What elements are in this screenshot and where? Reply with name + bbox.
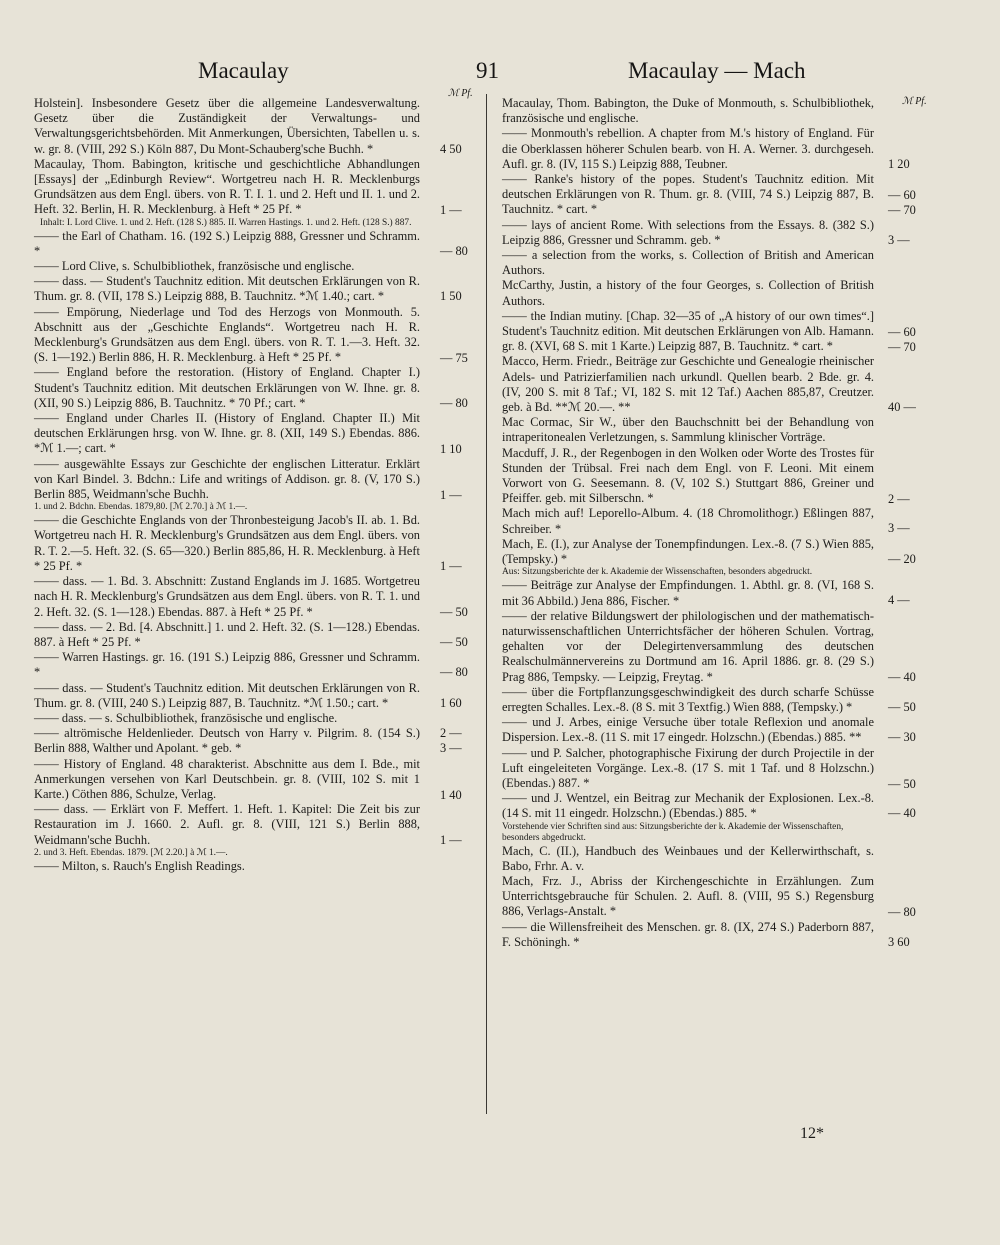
catalog-entry: Mach, Frz. J., Abriss der Kirchengeschichte in Erzählungen. Zum Unterrichtsgebrauche für Schulen. 2. Aufl. 8. (VIII, 95 S.) Regensburg 886, Verlags-Anstalt. * <box>502 873 874 919</box>
catalog-entry: —— dass. — 2. Bd. [4. Abschnitt.] 1. und 2. Heft. 32. (S. 1—128.) Ebendas. 887. à Heft * 25 Pf. * <box>34 619 420 649</box>
entry-price: — 40 <box>888 669 916 684</box>
catalog-entry: McCarthy, Justin, a history of the four Georges, s. Collection of British Authors. <box>502 278 874 308</box>
catalog-entry: —— Beiträge zur Analyse der Empfindungen. 1. Abthl. gr. 8. (VI, 168 S. mit 36 Abbild.) Jena 886, Fischer. * <box>502 578 874 608</box>
catalog-entry: —— Ranke's history of the popes. Student's Tauchnitz edition. Mit deutschen Erklärungen von R. Thum. gr. 8. (VIII, 74 S.) Leipzig 887, B. Tauchnitz. * cart. * <box>502 172 874 217</box>
entry-price: — 50 <box>888 776 916 791</box>
right-running-head: Macaulay — Mach <box>628 58 806 83</box>
entry-price: — 20 <box>888 551 916 566</box>
entry-price: — 80 <box>440 395 468 410</box>
entry-price: — 40 <box>888 805 916 820</box>
catalog-entry: Mach mich auf! Leporello-Album. 4. (18 Chromolithogr.) Eßlingen 887, Schreiber. * <box>502 506 874 536</box>
entry-price: 1 10 <box>440 441 462 456</box>
catalog-entry: Mac Cormac, Sir W., über den Bauchschnitt bei der Behandlung von intraperitonealen Verletzungen, s. Sammlung klinischer Vorträge. <box>502 415 874 445</box>
entry-price: 3 — <box>888 520 910 535</box>
entry-price: 4 — <box>888 592 910 607</box>
entry-price: 1 20 <box>888 156 910 171</box>
catalog-entry: —— dass. — Student's Tauchnitz edition. Mit deutschen Erklärungen von R. Thum. gr. 8. (VIII, 240 S.) Leipzig 887, B. Tauchnitz. *ℳ 1.50.; cart. * <box>34 680 420 710</box>
entry-price: — 60 — 70 <box>888 187 916 217</box>
catalog-entry: —— altrömische Heldenlieder. Deutsch von Harry v. Pilgrim. 8. (154 S.) Berlin 888, Walther und Apolant. * geb. * <box>34 726 420 756</box>
entry-price: — 50 <box>440 634 468 649</box>
catalog-entry: Macaulay, Thom. Babington, kritische und geschichtliche Abhandlungen [Essays] der „Edinburgh Review“. Wortgetreu nach H. R. Mecklenburgs Grundsätzen aus dem Engl. übers. von R. T. I. 1. und 2. Heft und II. 1. und 2. Heft. 32. Berlin, H. R. Mecklenburg. à Heft * 25 Pf. * <box>34 156 420 217</box>
left-price-column-header: ℳ Pf. <box>448 88 473 99</box>
entry-price: — 80 <box>440 664 468 679</box>
left-running-head: Macaulay <box>198 58 289 83</box>
catalog-entry: Mach, E. (I.), zur Analyse der Tonempfindungen. Lex.-8. (7 S.) Wien 885, (Tempsky.) * <box>502 536 874 567</box>
catalog-entry: —— England before the restoration. (History of England. Chapter I.) Student's Tauchnitz edition. Mit deutschen Erklärungen von W. Ihne. gr. 8. (XII, 90 S.) Leipzig 886, B. Tauchnitz. * 70 Pf.; cart. * <box>34 365 420 410</box>
catalog-entry: Macaulay, Thom. Babington, the Duke of Monmouth, s. Schulbibliothek, französische und englische. <box>502 96 874 126</box>
sheet-signature: 12* <box>800 1125 824 1142</box>
entry-price: 1 50 <box>440 288 462 303</box>
catalog-entry: —— Empörung, Niederlage und Tod des Herzogs von Monmouth. 5. Abschnitt aus der „Geschichte Englands“. Wortgetreu nach H. R. Mecklenburg's Grundsätzen aus dem Engl. übers. von R. T. 1.—3. Heft. 32. (S. 1—192.) Berlin 886, H. R. Mecklenburg. à Heft * 25 Pf. * <box>34 304 420 365</box>
entry-price: — 80 <box>440 243 468 258</box>
catalog-entry: Macco, Herm. Friedr., Beiträge zur Geschichte und Genealogie rheinischer Adels- und Patrizierfamilien nach urkundl. Quellen bearb. 2 Bde. gr. 4. (IV, 200 S. mit 8 Taf.; VI, 182 S. mit 12 Taf.) Aachen 885,87, Creutzer. geb. à Bd. **ℳ 20.—. ** <box>502 354 874 415</box>
entry-price: 1 — <box>440 202 462 217</box>
catalog-entry: —— die Geschichte Englands von der Thronbesteigung Jacob's II. ab. 1. Bd. Wortgetreu nach H. R. Mecklenburg's Grundsätzen aus dem Engl. übers. von R. T. 2.—5. Heft. 32. (S. 65—320.) Berlin 885,86, H. R. Mecklenburg. à Heft * 25 Pf. * <box>34 513 420 573</box>
catalog-entry: —— dass. — Student's Tauchnitz edition. Mit deutschen Erklärungen von R. Thum. gr. 8. (VII, 178 S.) Leipzig 888, B. Tauchnitz. *ℳ 1.40.; cart. * <box>34 274 420 304</box>
catalog-note: 2. und 3. Heft. Ebendas. 1879. [ℳ 2.20.] à ℳ 1.—. <box>34 847 228 858</box>
catalog-entry: —— the Earl of Chatham. 16. (192 S.) Leipzig 888, Gressner und Schramm. * <box>34 228 420 258</box>
catalog-entry: —— History of England. 48 charakterist. Abschnitte aus dem I. Bde., mit Anmerkungen versehen von Karl Deutschbein. gr. 8. (VIII, 102 S. mit 1 Karte.) Cöthen 886, Schulze, Verlag. <box>34 756 420 801</box>
catalog-entry: Holstein]. Insbesondere Gesetz über die allgemeine Landesverwaltung. Gesetz über die Zuständigkeit der Verwaltungs- und Verwaltungsgerichtsbehörden. Mit Anmerkungen, Übersichten, Tabellen u. s. w. gr. 8. (VIII, 292 S.) Köln 887, Du Mont-Schauberg'sche Buchh. * <box>34 96 420 156</box>
entry-price: 40 — <box>888 399 916 414</box>
catalog-entry: —— über die Fortpflanzungsgeschwindigkeit des durch scharfe Schüsse erregten Schalles. Lex.-8. (8 S. mit 3 Textfig.) Wien 888, (Tempsky.) * <box>502 684 874 714</box>
column-divider <box>486 94 487 1114</box>
catalog-entry: —— und J. Arbes, einige Versuche über totale Reflexion und anomale Dispersion. Lex.-8. (11 S. mit 17 eingedr. Holzschn.) (Ebendas.) 885. ** <box>502 715 874 745</box>
right-price-column-header: ℳ Pf. <box>902 96 927 107</box>
catalog-entry: —— und P. Salcher, photographische Fixirung der durch Projectile in der Luft eingeleiteten Vorgänge. Lex.-8. (17 S. mit 1 Taf. und 8 Holzschn.) (Ebendas.) 887. * <box>502 745 874 790</box>
catalog-note: Aus: Sitzungsberichte der k. Akademie der Wissenschaften, besonders abgedruckt. <box>502 567 813 578</box>
entry-price: — 50 <box>888 699 916 714</box>
entry-price: — 50 <box>440 604 468 619</box>
catalog-note: 1. und 2. Bdchn. Ebendas. 1879,80. [ℳ 2.70.] à ℳ 1.—. <box>34 502 248 513</box>
entry-price: — 30 <box>888 729 916 744</box>
catalog-entry: —— und J. Wentzel, ein Beitrag zur Mechanik der Explosionen. Lex.-8. (14 S. mit 11 eingedr. Holzschn.) (Ebendas.) 885. * <box>502 791 874 821</box>
catalog-entry: —— the Indian mutiny. [Chap. 32—35 of „A history of our own times“.] Student's Tauchnitz edition. Mit deutschen Erklärungen von Alb. Hamann. gr. 8. (XVI, 68 S. mit 1 Karte.) Leipzig 887, B. Tauchnitz. * cart. * <box>502 308 874 354</box>
entry-price: 1 — <box>440 832 462 847</box>
entry-price: 1 — <box>440 558 462 573</box>
entry-price: — 80 <box>888 904 916 919</box>
catalog-entry: Macduff, J. R., der Regenbogen in den Wolken oder Worte des Trostes für Stunden der Trübsal. Frei nach dem Engl. von F. Leoni. Mit einem Vorwort von G. Seesemann. 8. (V, 102 S.) Stuttgart 886, Greiner und Pfeiffer. geb. mit Silberschn. * <box>502 445 874 506</box>
entry-price: 4 50 <box>440 141 462 156</box>
catalog-note: Inhalt: I. Lord Clive. 1. und 2. Heft. (128 S.) 885. II. Warren Hastings. 1. und 2. Heft. (128 S.) 887. <box>40 217 412 228</box>
catalog-entry: —— Milton, s. Rauch's English Readings. <box>34 858 245 873</box>
catalog-entry: —— dass. — 1. Bd. 3. Abschnitt: Zustand Englands im J. 1685. Wortgetreu nach H. R. Mecklenburg's Grundsätzen aus dem Engl. übers. von R. T. 1. und 2. Heft. 32. (S. 1—128.) Ebendas. 887. à Heft * 25 Pf. * <box>34 574 420 619</box>
catalog-entry: —— Lord Clive, s. Schulbibliothek, französische und englische. <box>34 259 355 274</box>
left-column <box>34 96 420 874</box>
catalog-entry: —— a selection from the works, s. Collection of British and American Authors. <box>502 248 874 278</box>
catalog-entry: —— dass. — Erklärt von F. Meffert. 1. Heft. 1. Kapitel: Die Zeit bis zur Restauration im J. 1660. 2. Aufl. gr. 8. (VIII, 121 S.) Berlin 888, Weidmann'sche Buchh. <box>34 802 420 847</box>
entry-price: 3 — <box>888 232 910 247</box>
entry-price: 2 — 3 — <box>440 725 462 755</box>
entry-price: 1 60 <box>440 695 462 710</box>
catalog-entry: —— ausgewählte Essays zur Geschichte der englischen Litteratur. Erklärt von Karl Bindel. 3. Bdchn.: Life and writings of Addison. gr. 8. (V, 170 S.) Berlin 885, Weidmann'sche Buchh. <box>34 456 420 502</box>
catalog-entry: —— Warren Hastings. gr. 16. (191 S.) Leipzig 886, Gressner und Schramm. * <box>34 650 420 680</box>
catalog-entry: —— England under Charles II. (History of England. Chapter II.) Mit deutschen Erklärungen hrsg. von W. Ihne. gr. 8. (XII, 149 S.) Ebendas. 886. *ℳ 1.—; cart. * <box>34 411 420 456</box>
entry-price: 2 — <box>888 491 910 506</box>
page-number: 91 <box>476 58 499 83</box>
entry-price: — 75 <box>440 350 468 365</box>
catalog-entry: Mach, C. (II.), Handbuch des Weinbaues und der Kellerwirthschaft, s. Babo, Frhr. A. v. <box>502 843 874 873</box>
catalog-entry: —— der relative Bildungswert der philologischen und der mathematisch-naturwissenschaftlichen Unterrichtsfächer der höheren Schulen. Vortrag, gehalten vor der Delegirtenversammlung des deutschen Realschulmännervereins zu Dortmund am 16. April 1886. gr. 8. (29 S.) Prag 886, Tempsky. — Leipzig, Freytag. * <box>502 608 874 684</box>
entry-price: 3 60 <box>888 934 910 949</box>
catalog-entry: —— dass. — s. Schulbibliothek, französische und englische. <box>34 710 338 725</box>
catalog-entry: —— lays of ancient Rome. With selections from the Essays. 8. (382 S.) Leipzig 886, Gressner und Schramm. geb. * <box>502 217 874 247</box>
catalog-note: Vorstehende vier Schriften sind aus: Sitzungsberichte der k. Akademie der Wissenschaften, besonders abgedruckt. <box>502 821 844 843</box>
catalog-entry: —— Monmouth's rebellion. A chapter from M.'s history of England. Für die Oberklassen höherer Schulen bearb. von H. A. Werner. 3. durchgeseh. Aufl. gr. 8. (IV, 115 S.) Leipzig 888, Teubner. <box>502 126 874 171</box>
entry-price: 1 — <box>440 487 462 502</box>
entry-price: — 60 — 70 <box>888 324 916 354</box>
entry-price: 1 40 <box>440 787 462 802</box>
catalog-entry: —— die Willensfreiheit des Menschen. gr. 8. (IX, 274 S.) Paderborn 887, F. Schöningh. * <box>502 919 874 949</box>
right-column <box>502 96 874 950</box>
